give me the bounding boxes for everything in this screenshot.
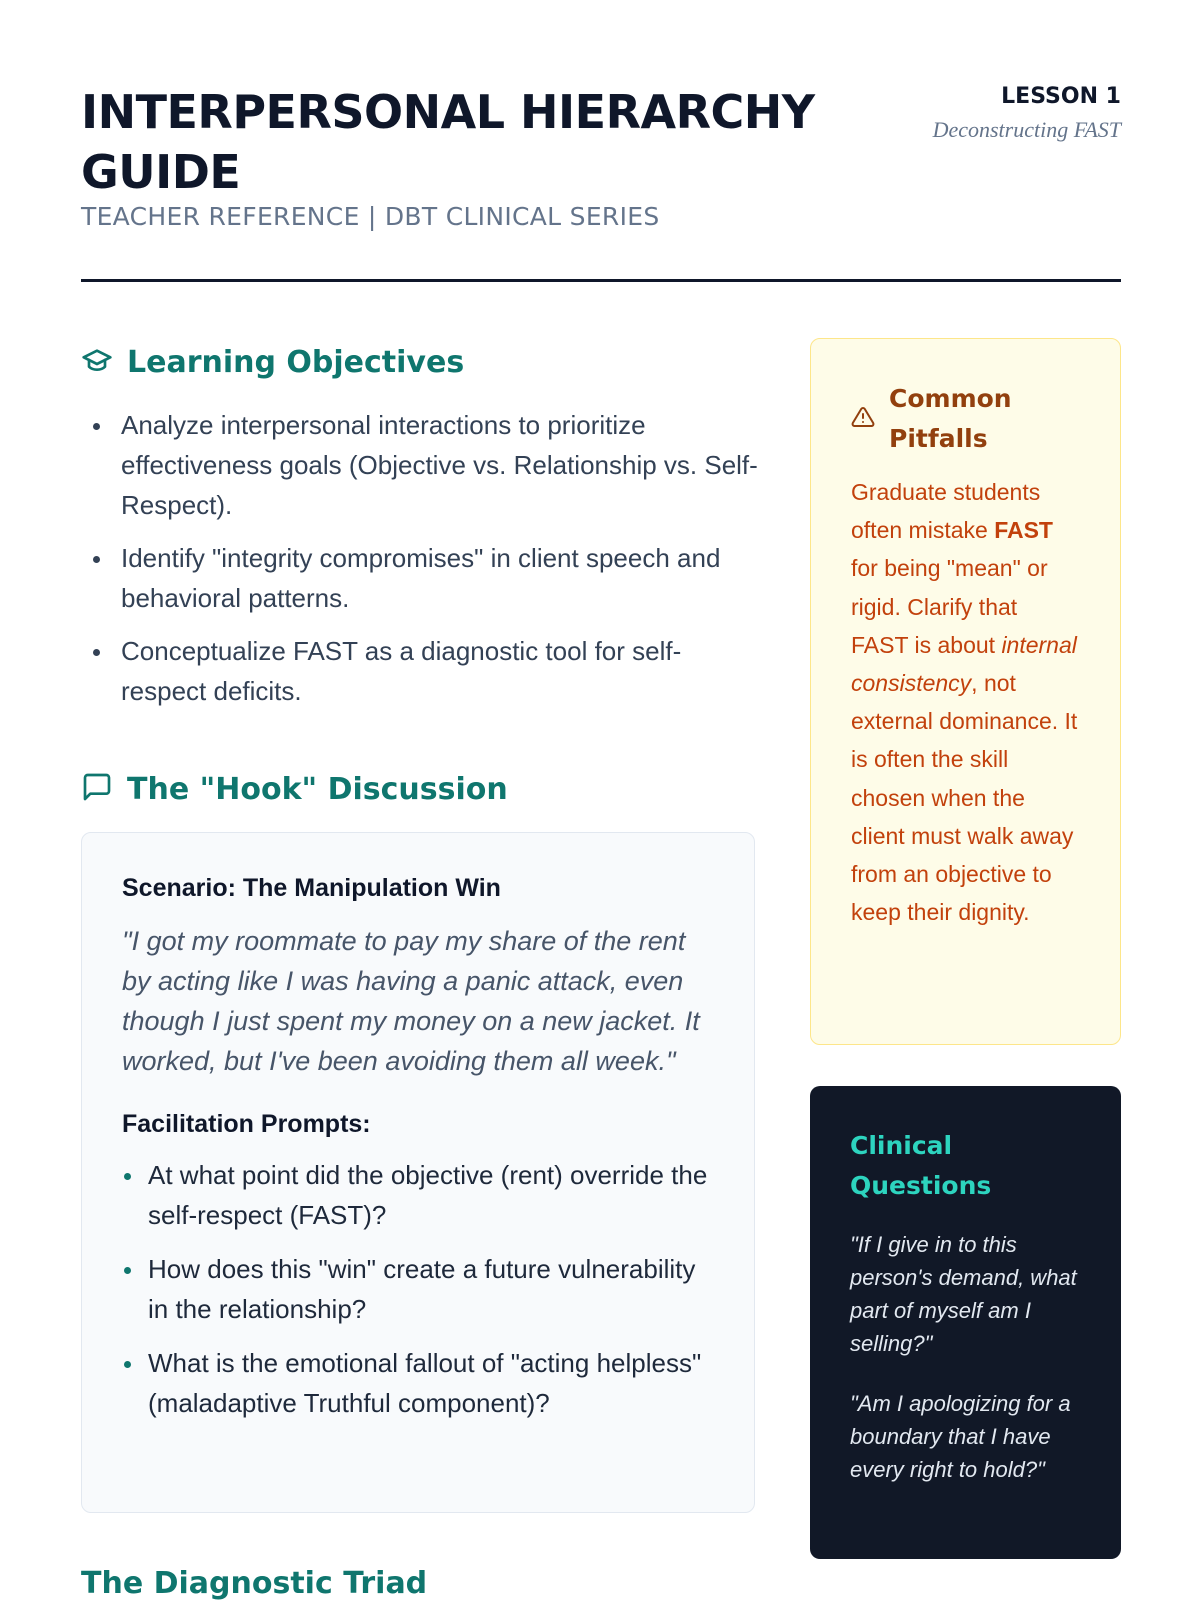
objectives-title: Learning Objectives	[127, 345, 465, 380]
lesson-badge	[901, 82, 1121, 146]
clinical-question: "If I give in to this person's demand, what part of myself am I selling?"	[850, 1232, 1077, 1356]
pitfalls-card	[810, 338, 1121, 1045]
pitfalls-title: Common Pitfalls	[889, 384, 1012, 453]
page-header	[81, 82, 1121, 282]
list-item: Identify "integrity compromises" in client speech and behavioral patterns.	[81, 538, 761, 618]
graduation-cap-icon	[81, 344, 113, 381]
pitfalls-italic: internal consistency	[851, 631, 1077, 697]
objectives-list	[81, 405, 761, 724]
lesson-subtitle: Deconstructing FAST	[932, 117, 1121, 142]
warning-triangle-icon	[851, 405, 875, 434]
clinical-title: Clinical Questions	[850, 1131, 992, 1200]
page-subtitle: TEACHER REFERENCE | DBT CLINICAL SERIES	[81, 202, 660, 231]
hook-heading	[81, 771, 508, 808]
page	[81, 0, 1121, 1600]
list-item: Conceptualize FAST as a diagnostic tool for self-respect deficits.	[81, 631, 761, 711]
pitfalls-emphasis: FAST	[994, 517, 1053, 544]
pitfalls-text	[851, 473, 1080, 931]
list-item: What is the emotional fallout of "acting helpless" (maladaptive Truthful component)?	[122, 1343, 714, 1423]
hook-title: The "Hook" Discussion	[127, 772, 508, 807]
triad-heading: The Diagnostic Triad	[81, 1566, 428, 1600]
pitfalls-text-part: , not external dominance. It is often the skill chosen when the client must walk away from an objective to keep their dignity.	[851, 670, 1078, 926]
clinical-questions-card	[810, 1086, 1121, 1559]
chat-bubble-icon	[81, 771, 113, 808]
prompts-list	[122, 1155, 714, 1423]
clinical-question: "Am I apologizing for a boundary that I have every right to hold?"	[850, 1391, 1071, 1482]
prompts-title: Facilitation Prompts:	[122, 1110, 371, 1138]
list-item: At what point did the objective (rent) override the self-respect (FAST)?	[122, 1155, 714, 1235]
pitfalls-heading	[851, 379, 1080, 459]
scenario-title: Scenario: The Manipulation Win	[122, 874, 501, 902]
pitfalls-text-part: Graduate students often mistake	[851, 479, 1041, 544]
scenario-card	[81, 832, 755, 1513]
objectives-heading	[81, 344, 464, 381]
list-item: Analyze interpersonal interactions to prioritize effectiveness goals (Objective vs. Relationship vs. Self-Respect).	[81, 405, 761, 525]
page-title: INTERPERSONAL HIERARCHY GUIDE	[81, 85, 815, 199]
lesson-number: LESSON 1	[1001, 84, 1121, 109]
scenario-quote: "I got my roommate to pay my share of the rent by acting like I was having a panic attack, even though I just spent my money on a new jacket. It worked, but I've been avoiding them all week."	[122, 926, 700, 1076]
list-item: How does this "win" create a future vulnerability in the relationship?	[122, 1249, 714, 1329]
pitfalls-text-part: for being "mean" or rigid. Clarify that FAST is about	[851, 555, 1048, 658]
